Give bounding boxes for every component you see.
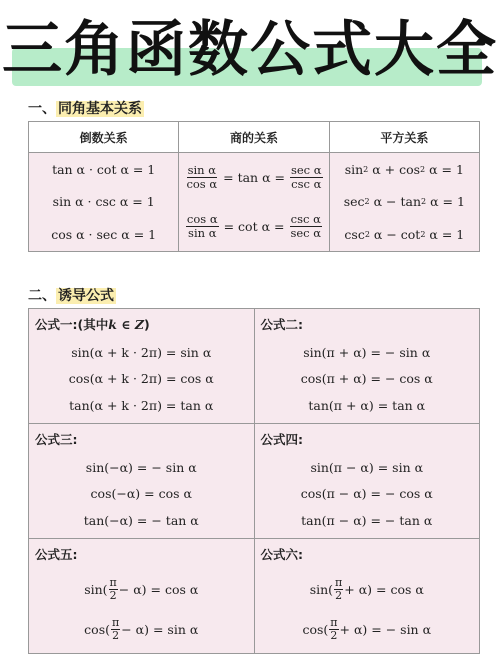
equation-middle: = tan α = — [223, 170, 285, 185]
numerator: π — [109, 575, 117, 589]
term: csc — [344, 227, 365, 243]
denominator: 2 — [330, 628, 338, 642]
formula-cell-3 — [29, 424, 255, 539]
term: sin( — [84, 581, 108, 597]
title-area — [0, 8, 500, 94]
term: α = 1 — [429, 161, 464, 177]
equation-middle: = cot α = — [223, 219, 285, 234]
reciprocal-formula: sin α · csc α = 1 — [52, 194, 155, 210]
term: α = 1 — [429, 227, 465, 243]
formula-cell-1 — [29, 309, 255, 424]
formula-line: tan(π − α) = − tan α — [301, 513, 433, 529]
col-header-quotient: 商的关系 — [179, 122, 329, 153]
numerator: csc α — [290, 212, 321, 226]
formula-label: 公式四: — [260, 432, 303, 447]
formula-label: 公式二: — [260, 317, 303, 332]
square-formula: csc 2 α − cot 2 α = 1 — [344, 227, 465, 243]
formula-cell-4 — [254, 424, 480, 539]
formula-line: cos(π + α) = − cos α — [300, 371, 433, 387]
section2-heading — [28, 285, 116, 305]
denominator: 2 — [112, 628, 120, 642]
induction-formulas-table — [28, 308, 480, 654]
term: α = 1 — [430, 194, 465, 210]
formula-line: cos(−α) = cos α — [90, 486, 192, 502]
square-formula: sin 2 α + cos 2 α = 1 — [344, 161, 464, 177]
numerator: sin α — [187, 163, 216, 177]
formula-cell-2 — [254, 309, 480, 424]
formula-line: sin(π − α) = sin α — [310, 459, 424, 475]
denominator: csc α — [291, 177, 322, 191]
formula-label: 公式六: — [260, 547, 303, 562]
label-text: 公式一:(其中 — [35, 317, 109, 332]
term: + α) = − sin α — [339, 621, 432, 637]
formula-line: cos(α + k · 2π) = cos α — [68, 371, 214, 387]
denominator: 2 — [109, 588, 117, 602]
denominator: 2 — [335, 588, 343, 602]
label-condition: k ∈ Z — [108, 317, 144, 332]
numerator: π — [335, 575, 343, 589]
section2-prefix: 二、 — [28, 288, 56, 304]
formula-line: sin(α + k · 2π) = sin α — [71, 344, 212, 360]
section1-prefix: 一、 — [28, 101, 56, 117]
square-cell — [329, 153, 479, 252]
square-formula: sec 2 α − tan 2 α = 1 — [343, 194, 465, 210]
formula-cell-5 — [29, 539, 255, 654]
term: α − cot — [373, 227, 421, 243]
term: cos( — [302, 621, 329, 637]
formula-line: tan(α + k · 2π) = tan α — [69, 398, 214, 414]
term: − α) = sin α — [121, 621, 199, 637]
formula-line: cos(π − α) = − cos α — [300, 486, 433, 502]
quotient-formula — [183, 164, 324, 191]
quotient-formula — [184, 213, 324, 240]
section2-title: 诱导公式 — [58, 288, 114, 304]
formula-label: 公式五: — [35, 547, 78, 562]
formula-line — [310, 577, 424, 602]
section1-heading — [28, 98, 144, 118]
numerator: π — [112, 615, 120, 629]
formula-line: sin(−α) = − sin α — [85, 459, 197, 475]
formula-label — [35, 315, 150, 333]
term: cos( — [84, 621, 110, 637]
term: sin( — [309, 581, 334, 597]
fraction — [329, 617, 338, 642]
numerator: π — [330, 615, 338, 629]
formula-line: sin(π + α) = − sin α — [303, 344, 431, 360]
reciprocal-formula: tan α · cot α = 1 — [52, 161, 156, 177]
col-header-square: 平方关系 — [329, 122, 479, 153]
numerator: sec α — [290, 163, 322, 177]
formula-label: 公式三: — [35, 432, 78, 447]
formula-line — [84, 577, 198, 602]
formula-line — [302, 617, 431, 642]
term: sec — [343, 194, 365, 210]
formula-line — [84, 617, 198, 642]
fraction — [111, 617, 120, 642]
term: α + cos — [372, 161, 421, 177]
denominator: sin α — [188, 226, 217, 240]
term: − α) = cos α — [118, 581, 199, 597]
denominator: cos α — [186, 177, 218, 191]
formula-cell-6 — [254, 539, 480, 654]
term: sin — [344, 161, 364, 177]
section1-title: 同角基本关系 — [58, 101, 142, 117]
term: α − tan — [373, 194, 422, 210]
denominator: sec α — [290, 226, 322, 240]
basic-relations-table — [28, 121, 480, 252]
numerator: cos α — [186, 212, 218, 226]
quotient-cell — [179, 153, 329, 252]
term: + α) = cos α — [344, 581, 424, 597]
reciprocal-formula: cos α · sec α = 1 — [51, 227, 157, 243]
formula-line: tan(−α) = − tan α — [83, 513, 199, 529]
label-end: ) — [143, 317, 150, 332]
col-header-reciprocal: 倒数关系 — [29, 122, 179, 153]
fraction — [185, 164, 218, 191]
fraction — [289, 213, 322, 240]
fraction — [186, 213, 219, 240]
reciprocal-cell — [29, 153, 179, 252]
fraction — [290, 164, 323, 191]
formula-line: tan(π + α) = tan α — [308, 398, 426, 414]
page-title: 三角函数公式大全 — [2, 15, 498, 85]
fraction — [109, 577, 118, 602]
fraction — [334, 577, 343, 602]
